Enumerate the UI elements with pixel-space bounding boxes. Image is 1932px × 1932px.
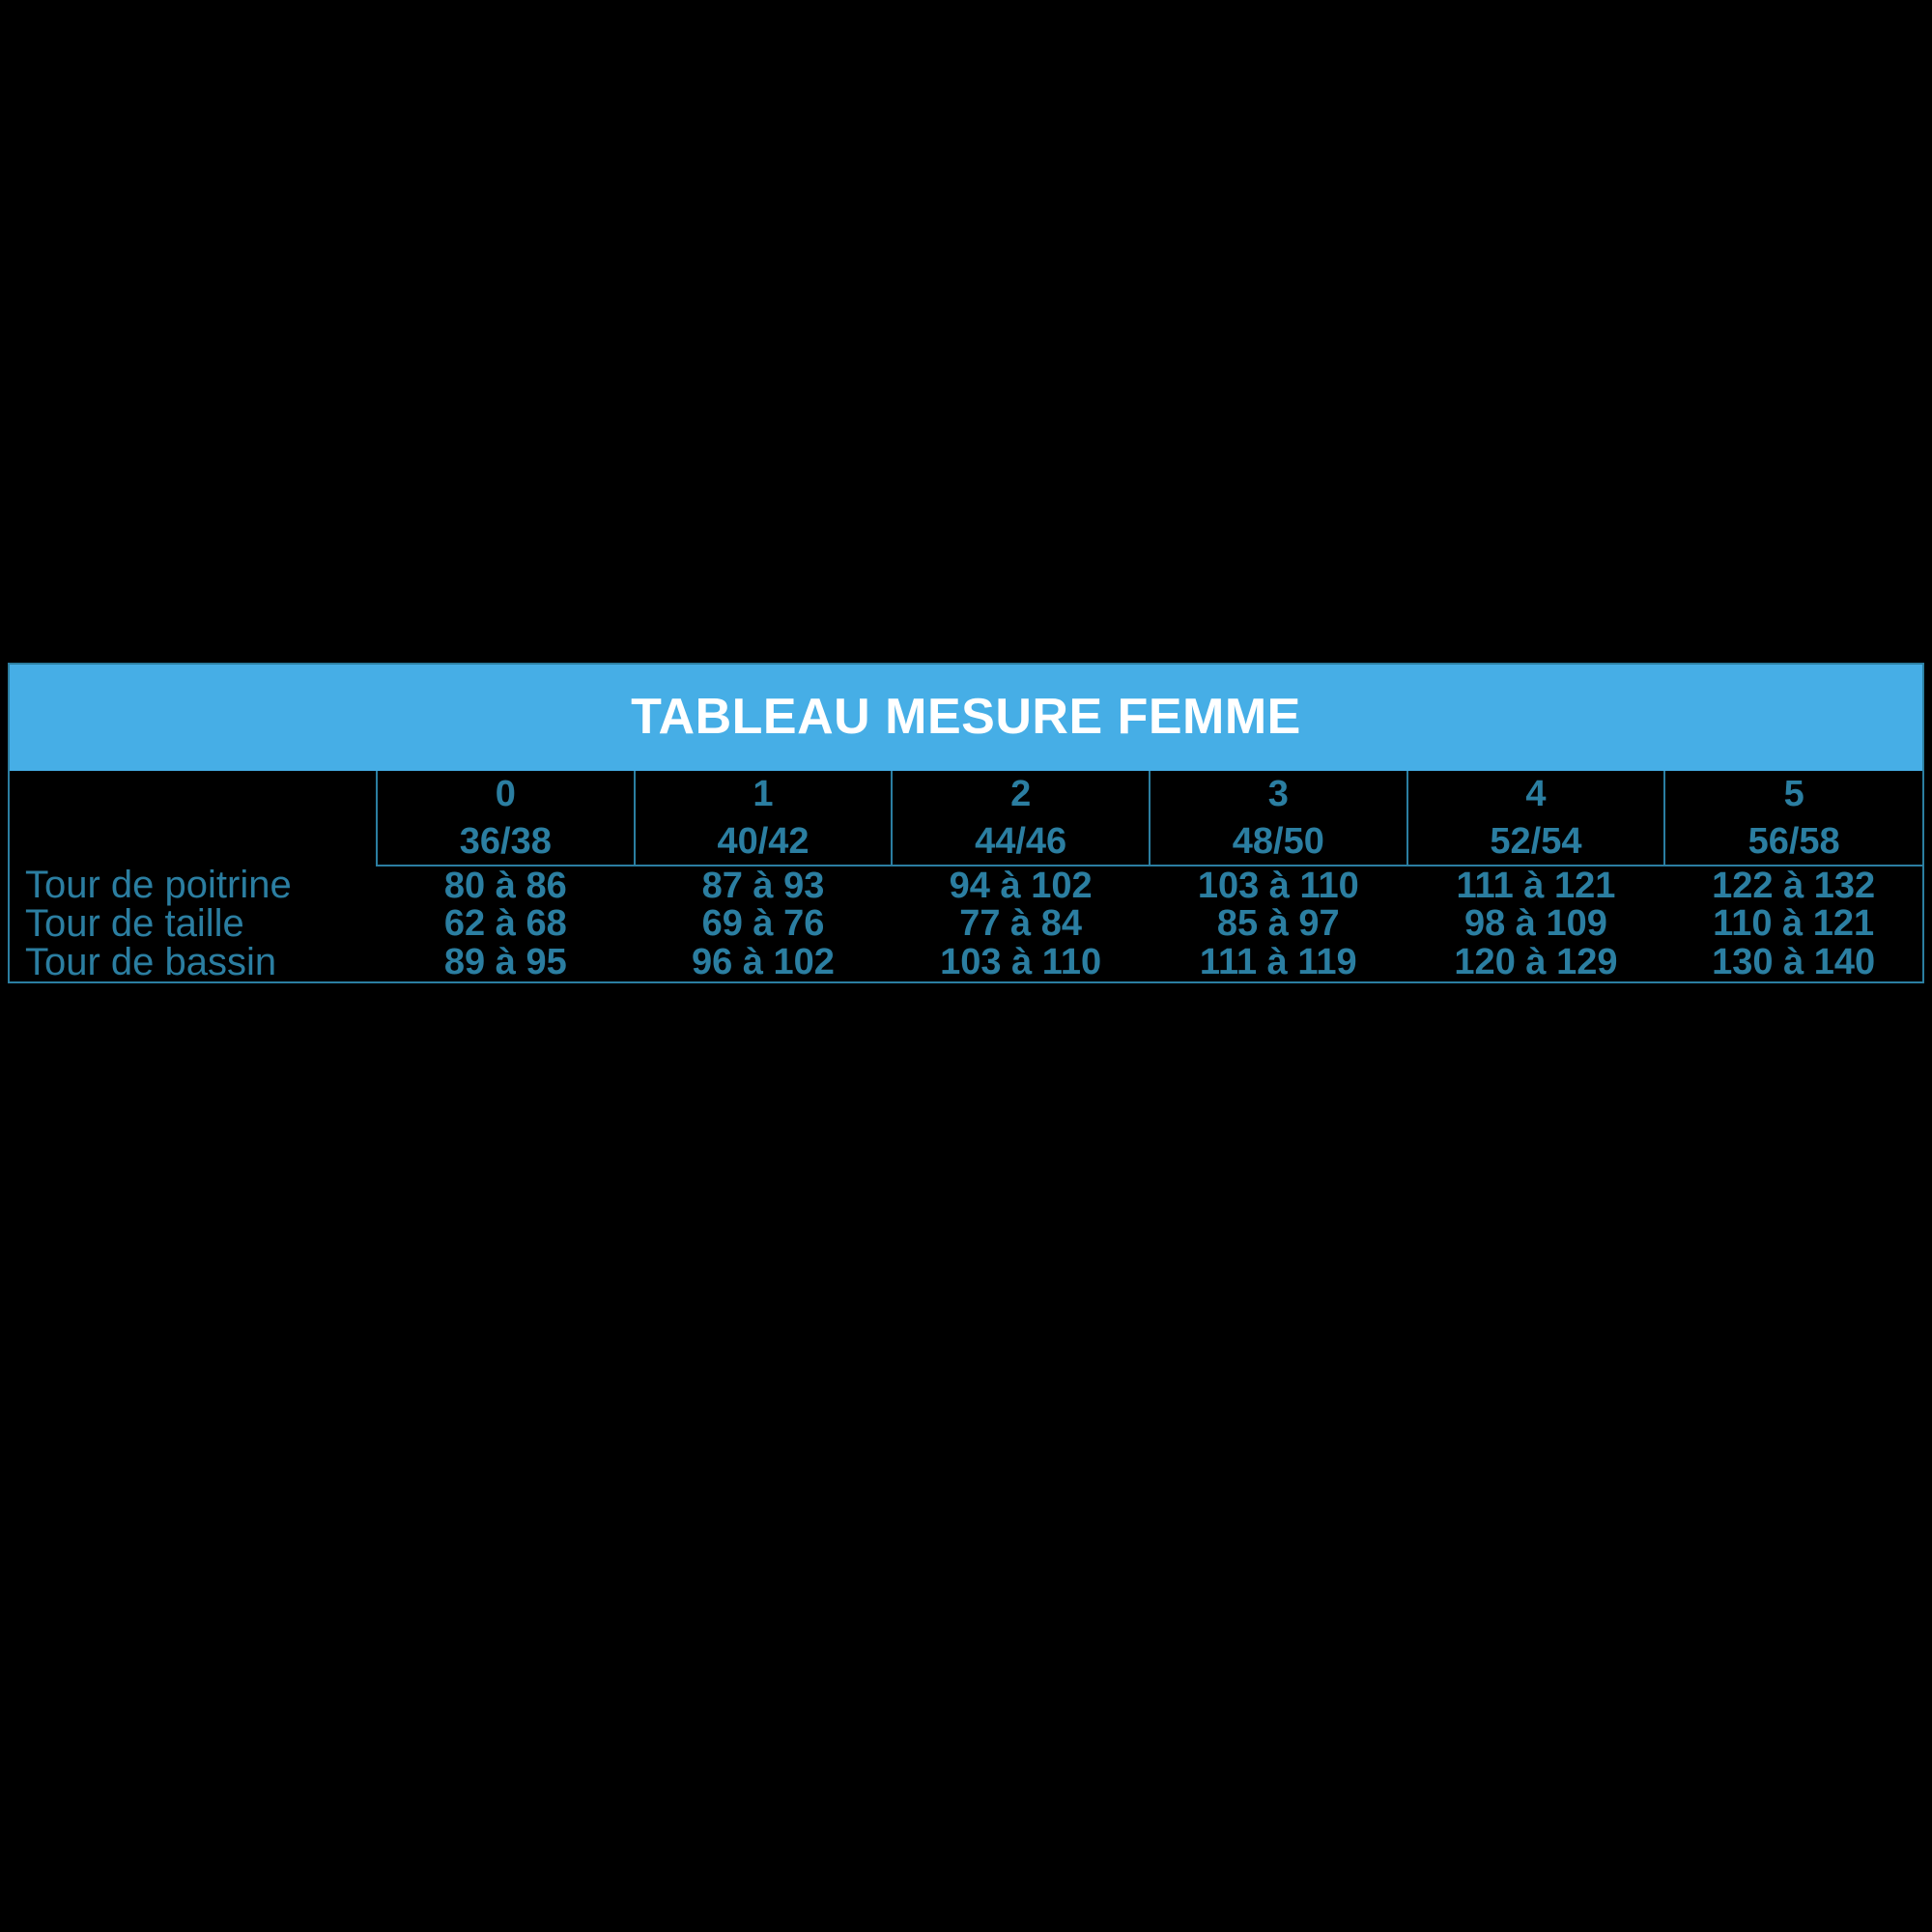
column-header-2 [892,771,1150,866]
cell-poitrine-2: 94 à 102 [949,865,1093,906]
table-row [10,866,1922,904]
table-row [10,904,1922,943]
column-sizes-3: 48/50 [1232,820,1324,862]
measurements-grid [10,771,1922,984]
cell-taille-1: 69 à 76 [701,903,825,945]
row-label-bassin: Tour de bassin [25,941,277,984]
column-header-3 [1150,771,1407,866]
table-row [10,943,1922,981]
column-number-4: 4 [1525,774,1547,814]
cell-taille-5: 110 à 121 [1713,903,1875,945]
column-header-5 [1664,771,1922,866]
column-header-4 [1407,771,1665,866]
cell-poitrine-1: 87 à 93 [701,865,825,906]
cell-taille-2: 77 à 84 [959,903,1083,945]
column-sizes-2: 44/46 [975,820,1067,862]
cell-taille-3: 85 à 97 [1216,903,1340,945]
cell-poitrine-5: 122 à 132 [1712,865,1876,906]
row-label-taille: Tour de taille [25,902,244,946]
row-label-poitrine: Tour de poitrine [25,864,292,907]
cell-bassin-1: 96 à 102 [692,942,835,983]
table-title: TABLEAU MESURE FEMME [10,665,1922,771]
column-header-0 [377,771,635,866]
cell-taille-4: 98 à 109 [1463,903,1607,945]
cell-poitrine-4: 111 à 121 [1456,865,1616,906]
column-header-1 [635,771,893,866]
column-number-2: 2 [1010,774,1032,814]
size-chart-table [8,663,1924,983]
column-sizes-5: 56/58 [1747,820,1840,862]
cell-bassin-5: 130 à 140 [1712,942,1876,983]
column-sizes-4: 52/54 [1490,820,1582,862]
column-number-0: 0 [495,774,516,814]
cell-poitrine-0: 80 à 86 [443,865,567,906]
cell-bassin-2: 103 à 110 [940,942,1102,983]
cell-bassin-0: 89 à 95 [443,942,567,983]
table-header-row [10,771,1922,866]
cell-bassin-4: 120 à 129 [1454,942,1618,983]
cell-bassin-3: 111 à 119 [1199,942,1357,983]
column-number-1: 1 [753,774,774,814]
cell-poitrine-3: 103 à 110 [1197,865,1359,906]
cell-taille-0: 62 à 68 [443,903,567,945]
column-sizes-0: 36/38 [459,820,552,862]
column-number-5: 5 [1783,774,1804,814]
header-corner-cell [10,771,377,866]
column-sizes-1: 40/42 [717,820,810,862]
column-number-3: 3 [1267,774,1289,814]
